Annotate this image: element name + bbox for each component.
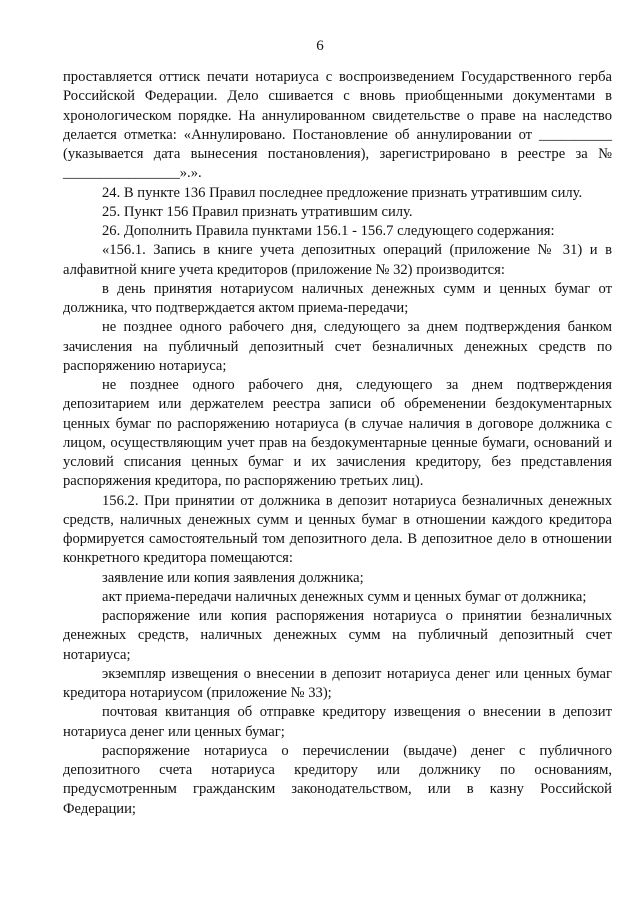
paragraph: заявление или копия заявления должника; <box>102 569 364 586</box>
paragraph: в день принятия нотариусом наличных денежных сумм и ценных бумаг от должника, что подтверждается актом приема-передачи; <box>63 280 612 316</box>
paragraph: почтовая квитанция об отправке кредитору извещения о внесении в депозит нотариуса денег или ценных бумаг; <box>63 704 612 740</box>
paragraph: акт приема-передачи наличных денежных сумм и ценных бумаг от должника; <box>102 588 587 605</box>
page-number: 6 <box>316 38 324 54</box>
paragraph: 156.2. При принятии от должника в депозит нотариуса безналичных денежных средств, наличных денежных сумм и ценных бумаг в отношении каждого кредитора формируется самостоятельный том депозитного дела. В депозитное дело в отношении конкретного кредитора помещаются: <box>63 492 612 567</box>
document-body <box>63 68 612 819</box>
paragraph: «156.1. Запись в книге учета депозитных операций (приложение № 31) и в алфавитной книге учета кредиторов (приложение № 32) производится: <box>63 242 612 278</box>
paragraph: распоряжение нотариуса о перечислении (выдаче) денег с публичного депозитного счета нотариуса кредитору или должнику по основаниям, предусмотренным гражданским законодательством, или в казну Российской Федерации; <box>63 742 612 817</box>
paragraph: 24. В пункте 136 Правил последнее предложение признать утратившим силу. <box>102 184 583 201</box>
paragraph: 26. Дополнить Правила пунктами 156.1 - 156.7 следующего содержания: <box>102 223 555 239</box>
paragraph: не позднее одного рабочего дня, следующего за днем подтверждения банком зачисления на публичный депозитный счет безналичных денежных средств по распоряжению нотариуса; <box>63 319 612 374</box>
paragraph: экземпляр извещения о внесении в депозит нотариуса денег или ценных бумаг кредитора нотариусом (приложение № 33); <box>63 665 612 701</box>
paragraph: проставляется оттиск печати нотариуса с воспроизведением Государственного герба Российской Федерации. Дело сшивается с вновь приобщенными документами в хронологическом порядке. На аннулированном свидетельстве о праве на наследство делается отметка: «Аннулировано. Постановление об аннулировании от __________ (указывается дата вынесения постановления), зарегистрировано в реестре за № ________________».». <box>63 69 612 182</box>
paragraph: не позднее одного рабочего дня, следующего за днем подтверждения депозитарием или держателем реестра записи об обременении бездокументарных ценных бумаг по распоряжению нотариуса (в случае наличия в договоре должника с лицом, осуществляющим учет прав на бездокументарные ценные бумаги, оснований и условий списания ценных бумаг и их зачисления кредитору, без представления распоряжения кредитора, по распоряжению третьих лиц). <box>63 377 612 490</box>
paragraph: 25. Пункт 156 Правил признать утратившим силу. <box>102 203 413 220</box>
paragraph: распоряжение или копия распоряжения нотариуса о принятии безналичных денежных средств, наличных денежных сумм на публичный депозитный счет нотариуса; <box>63 608 612 663</box>
